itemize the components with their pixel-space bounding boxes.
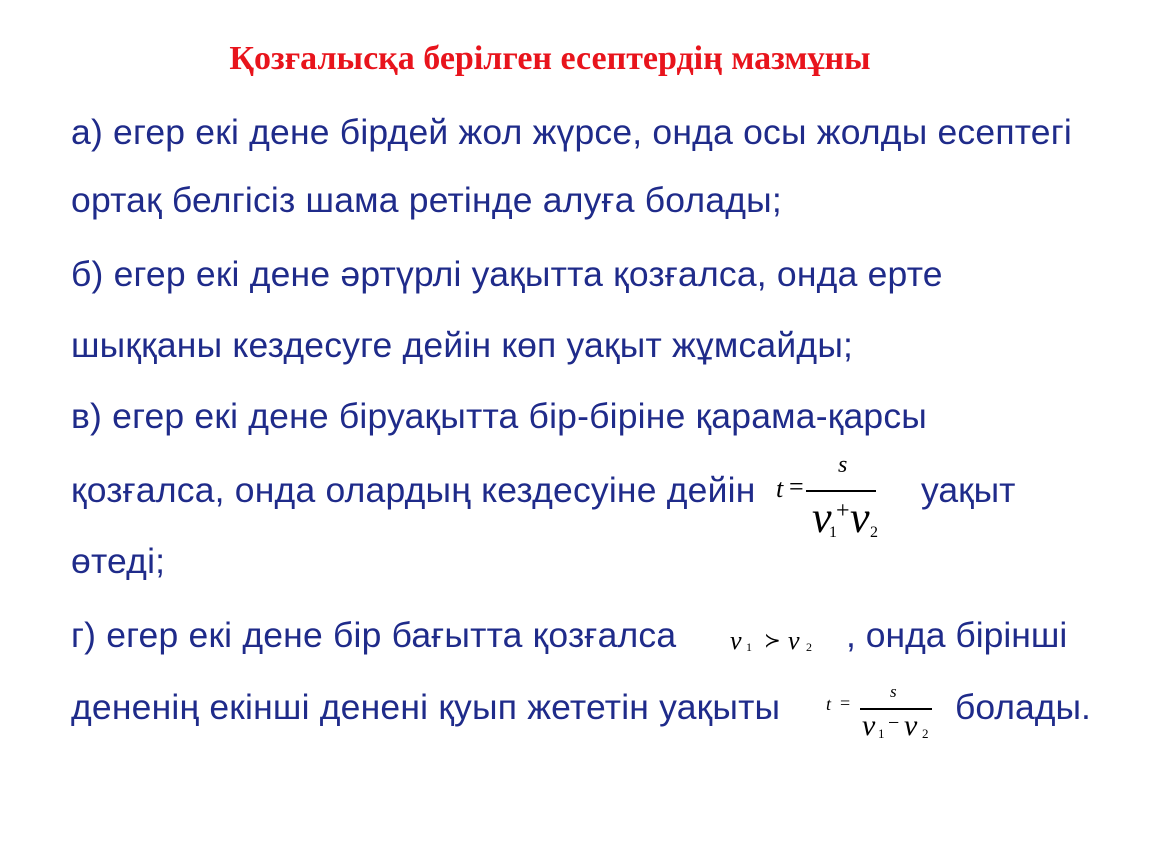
text-line-v3: өтеді; xyxy=(71,541,166,581)
formula-sub1: 1 xyxy=(746,640,752,654)
text-segment-will-be: болады. xyxy=(955,687,1091,727)
text-line-b1: б) егер екі дене әртүрлі уақытта қозғалса, онда ерте xyxy=(71,254,943,294)
formula-plus: + xyxy=(836,498,850,524)
formula-sub2: 2 xyxy=(806,640,812,654)
formula-v2: v xyxy=(850,493,870,542)
text-line-g2: дененің екінші денені қуып жететін уақыты xyxy=(71,687,781,727)
formula-sub1: 1 xyxy=(829,524,837,541)
formula-v1: v xyxy=(730,626,742,655)
formula-v2: v xyxy=(788,626,800,655)
formula-t: t xyxy=(776,474,784,503)
text-line-b2: шыққаны кездесуге дейін көп уақыт жұмсайды; xyxy=(71,325,854,365)
formula-v1: v xyxy=(812,493,830,542)
formula-numerator: s xyxy=(838,452,848,478)
formula-sub2: 2 xyxy=(922,726,929,741)
formula-greater: ≻ xyxy=(764,630,781,652)
formula-t: t xyxy=(826,694,832,714)
formula-meeting-time xyxy=(776,452,886,544)
slide-title: Қозғалысқа берілген есептердің мазмұны xyxy=(229,40,871,77)
formula-sub2: 2 xyxy=(870,524,878,541)
text-line-v2: қозғалса, онда олардың кездесуіне дейін xyxy=(71,470,756,510)
formula-sub1: 1 xyxy=(878,726,885,741)
text-segment-time: уақыт xyxy=(921,470,1016,510)
formula-equals: = xyxy=(789,472,804,501)
text-line-a2: ортақ белгісіз шама ретінде алуға болады; xyxy=(71,180,782,220)
formula-v1: v xyxy=(862,709,876,742)
text-line-v1: в) егер екі дене біруақытта бір-біріне қарама-қарсы xyxy=(71,396,927,436)
formula-equals: = xyxy=(840,693,851,713)
text-segment-then-first: , онда бірінші xyxy=(846,615,1068,655)
formula-numerator: s xyxy=(890,682,897,701)
formula-v2: v xyxy=(904,709,918,742)
text-line-g1: г) егер екі дене бір бағытта қозғалса xyxy=(71,615,677,655)
formula-catchup-time xyxy=(826,682,936,750)
formula-speed-comparison xyxy=(730,626,830,662)
formula-minus: − xyxy=(888,712,900,734)
text-line-a1: а) егер екі дене бірдей жол жүрсе, онда осы жолды есептегі xyxy=(71,112,1072,152)
